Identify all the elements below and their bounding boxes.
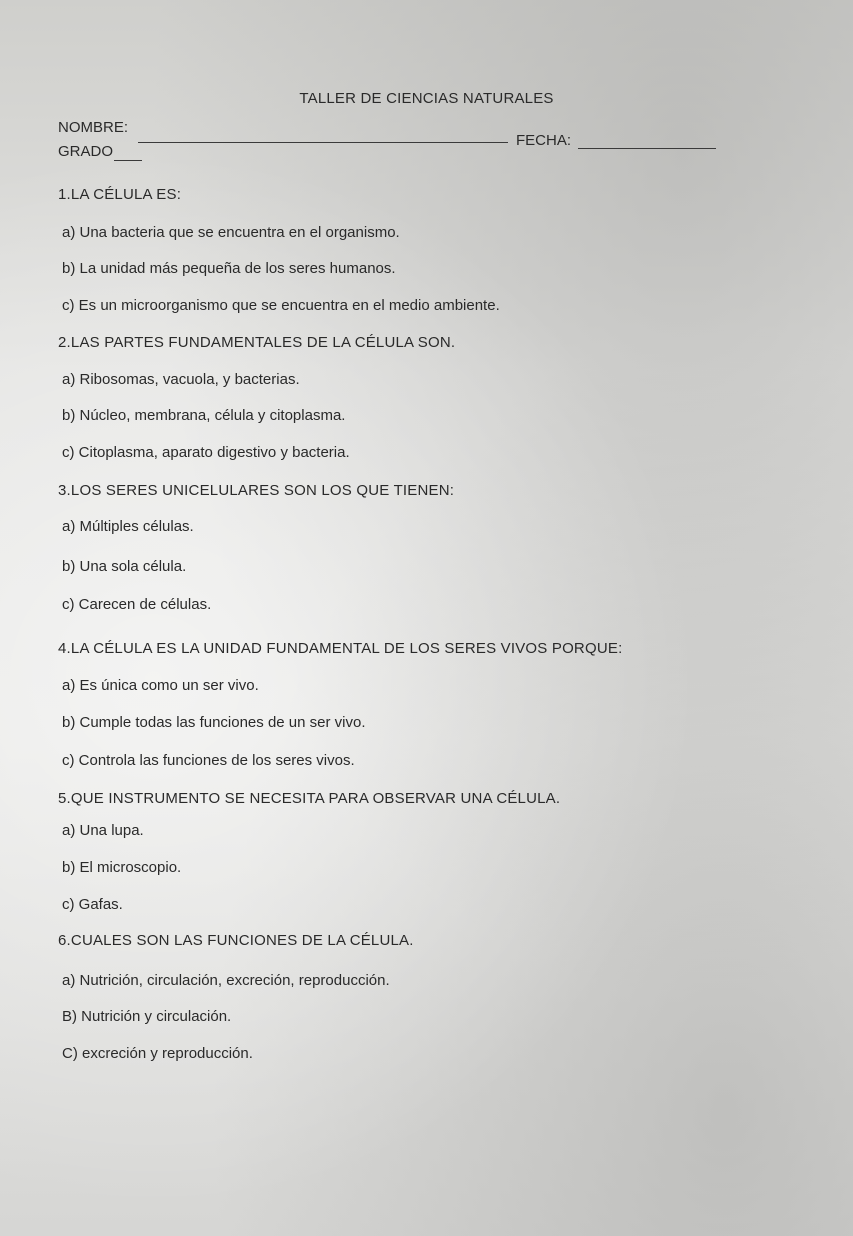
question-6: 6.CUALES SON LAS FUNCIONES DE LA CÉLULA. xyxy=(58,932,414,949)
grado-blank-line xyxy=(114,160,142,161)
question-3-option-a: a) Múltiples células. xyxy=(62,518,194,535)
nombre-blank-line xyxy=(138,142,508,143)
question-2-option-c: c) Citoplasma, aparato digestivo y bacteria. xyxy=(62,444,350,461)
question-2-option-b: b) Núcleo, membrana, célula y citoplasma. xyxy=(62,407,346,424)
question-3-option-c: c) Carecen de células. xyxy=(62,596,212,613)
question-2: 2.LAS PARTES FUNDAMENTALES DE LA CÉLULA SON. xyxy=(58,334,456,351)
question-4: 4.LA CÉLULA ES LA UNIDAD FUNDAMENTAL DE LOS SERES VIVOS PORQUE: xyxy=(58,640,623,657)
question-2-option-a: a) Ribosomas, vacuola, y bacterias. xyxy=(62,371,300,388)
question-5-option-c: c) Gafas. xyxy=(62,896,123,913)
question-6-option-b: B) Nutrición y circulación. xyxy=(62,1008,232,1025)
worksheet-title: TALLER DE CIENCIAS NATURALES xyxy=(299,90,554,107)
question-3-option-b: b) Una sola célula. xyxy=(62,558,187,575)
nombre-label: NOMBRE: xyxy=(58,119,129,136)
question-6-option-a: a) Nutrición, circulación, excreción, reproducción. xyxy=(62,972,390,989)
question-5: 5.QUE INSTRUMENTO SE NECESITA PARA OBSERVAR UNA CÉLULA. xyxy=(58,790,561,807)
fecha-label: FECHA: xyxy=(516,132,572,149)
question-3: 3.LOS SERES UNICELULARES SON LOS QUE TIENEN: xyxy=(58,482,455,499)
question-4-option-b: b) Cumple todas las funciones de un ser vivo. xyxy=(62,714,366,731)
question-1-option-c: c) Es un microorganismo que se encuentra en el medio ambiente. xyxy=(62,297,500,314)
question-1-option-a: a) Una bacteria que se encuentra en el organismo. xyxy=(62,224,400,241)
fecha-blank-line xyxy=(578,148,716,149)
question-4-option-a: a) Es única como un ser vivo. xyxy=(62,677,259,694)
question-1-option-b: b) La unidad más pequeña de los seres humanos. xyxy=(62,260,396,277)
question-5-option-a: a) Una lupa. xyxy=(62,822,144,839)
question-1: 1.LA CÉLULA ES: xyxy=(58,186,182,203)
question-4-option-c: c) Controla las funciones de los seres vivos. xyxy=(62,752,355,769)
question-6-option-c: C) excreción y reproducción. xyxy=(62,1045,253,1062)
grado-label: GRADO xyxy=(58,143,114,160)
question-5-option-b: b) El microscopio. xyxy=(62,859,182,876)
